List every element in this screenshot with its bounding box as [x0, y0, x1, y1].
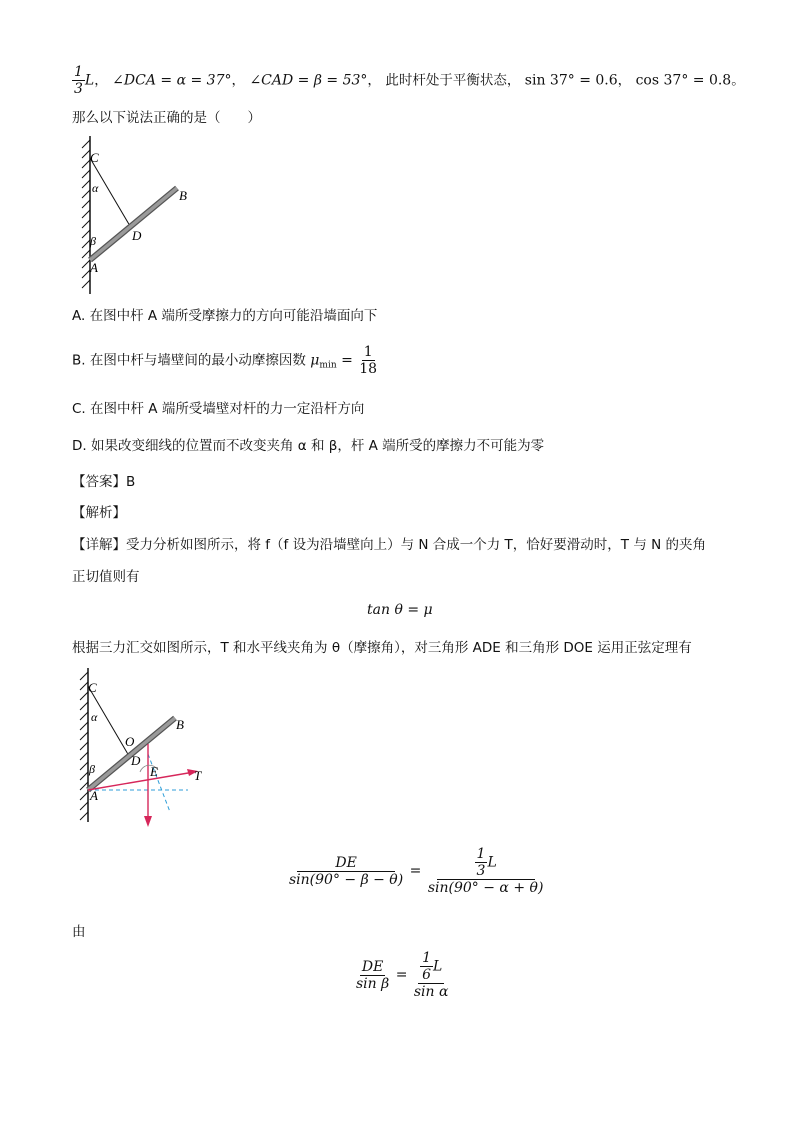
question-stem: 那么以下说法正确的是（ ）	[72, 110, 261, 126]
label-d: D	[132, 228, 142, 243]
eq3-left-fraction: $\frac{DE}{\text{sin β}}$	[356, 958, 390, 992]
angle-dca: ∠DCA = α = 37°	[112, 72, 232, 89]
detail-line-3: 根据三力汇交如图所示，T 和水平线夹角为 θ（摩擦角），对三角形 ADE 和三角形 DOE 运用正弦定理有	[72, 640, 692, 656]
label-b: B	[179, 188, 187, 203]
label-beta: β	[90, 234, 96, 248]
eq2-left-fraction: $\frac{DE}{\sin(90^\circ - \beta - \theta)}$	[289, 854, 404, 888]
label-beta: β	[89, 762, 95, 776]
label-d: D	[131, 753, 141, 768]
label-o: O	[125, 734, 135, 749]
label-c: C	[90, 150, 99, 165]
figure-force-analysis	[66, 664, 216, 832]
by-text: 由	[72, 924, 86, 940]
dashed-line-oe	[148, 754, 170, 812]
cos-value: cos 37° = 0.8	[635, 72, 732, 89]
fraction-one-third: $\frac{1}{3}$	[74, 64, 83, 97]
equation-tan-theta: tan θ = μ	[367, 602, 433, 618]
label-t: T	[194, 768, 202, 783]
label-b: B	[176, 717, 184, 732]
angle-cad: ∠CAD = β = 53°	[249, 72, 368, 89]
option-a: A. 在图中杆 A 端所受摩擦力的方向可能沿墙面向下	[72, 308, 378, 324]
option-c: C. 在图中杆 A 端所受墙壁对杆的力一定沿杆方向	[72, 401, 365, 417]
label-c: C	[88, 680, 97, 695]
figure-rod-on-wall	[66, 132, 206, 300]
given-conditions-line: $\frac{1}{3}$ L， ∠DCA = α = 37°， ∠CAD = β = 53°， 此时杆处于平衡状态， sin 37° = 0.6， cos 37° = 0.8。	[74, 64, 745, 97]
fraction-one-eighteenth: $\frac{1}{18}$	[359, 344, 378, 377]
label-a: A	[90, 788, 98, 803]
detail-line-1: 【详解】受力分析如图所示，将 f（f 设为沿墙壁向上）与 N 合成一个力 T，恰好要滑动时，T 与 N 的夹角	[72, 537, 707, 553]
equation-sine-rule-1: $\frac{DE}{\sin(90^\circ - \beta - \theta)}$ = $\frac{1}{3}$ L sin(90° − α + θ)	[289, 846, 544, 896]
option-d: D. 如果改变细线的位置而不改变夹角 α 和 β，杆 A 端所受的摩擦力不可能为零	[72, 438, 545, 454]
eq3-right-fraction: $\frac{1}{6}$ L sin α	[413, 950, 449, 1000]
mu-symbol: μ	[310, 352, 320, 369]
sin-value: sin 37° = 0.6	[524, 72, 618, 89]
wall-hatching	[80, 672, 88, 820]
rod-ab-highlight	[90, 188, 177, 260]
eq2-right-fraction: $\frac{1}{3}$ L sin(90° − α + θ)	[427, 846, 544, 896]
detail-line-2: 正切值则有	[72, 569, 140, 585]
wall-hatching	[82, 140, 90, 288]
label-e: E	[150, 764, 158, 779]
analysis-label: 【解析】	[72, 505, 126, 521]
option-b: B. 在图中杆与墙壁间的最小动摩擦因数 $\mu_{min}$ = $\frac{1}{18}$	[72, 344, 378, 377]
equation-sine-rule-2: $\frac{DE}{\text{sin β}}$ = $\frac{1}{6}$ L sin α	[356, 950, 449, 1000]
gravity-arrowhead	[144, 816, 152, 827]
label-alpha: α	[91, 710, 98, 724]
answer-label: 【答案】B	[72, 474, 136, 490]
label-a: A	[90, 260, 98, 275]
label-alpha: α	[92, 181, 99, 195]
